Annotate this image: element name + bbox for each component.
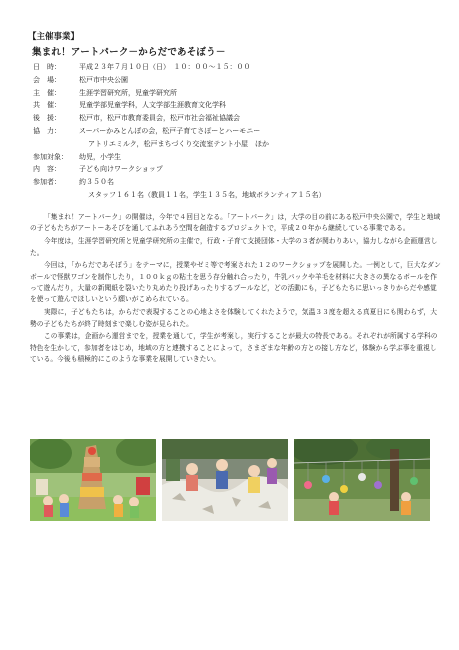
info-value: スタッフ１６１名（教員１１名，学生１３５名，地域ボランティア１５名） [88, 190, 326, 199]
body-paragraph: 今年度は，生涯学習研究所と児童学研究所の主催で，行政・子育て支援団体・大学の３者が関わりあい，協力しながら企画運営した。 [30, 237, 438, 257]
photo-hanging-balls [294, 439, 430, 521]
info-key: 共 催： [33, 101, 61, 110]
section-label: 【主催事業】 [28, 32, 80, 42]
info-value: アトリエミルク，松戸まちづくり交流室テント小屋 ほか [88, 139, 270, 148]
info-key: 日 時： [33, 63, 61, 71]
info-value: 松戸市，松戸市教育委員会，松戸市社会福祉協議会 [79, 114, 240, 123]
photo-cardboard-monster [30, 439, 156, 521]
info-row-cooperation-continued [33, 138, 443, 151]
info-key: 協 力： [33, 126, 61, 135]
info-key: 内 容： [33, 165, 61, 174]
event-info-list [33, 61, 443, 202]
info-key: 参加者： [33, 178, 61, 187]
info-row-support [33, 112, 443, 125]
body-paragraph: この事業は，企画から運営までを，授業を通して，学生が考案し，実行することが最大の特長である。それぞれが所属する学科の特色を生かして，参加者をはじめ，地域の方と連携することによって，さまざまな年齢の方との接し方など，体験から学ぶ事を重視している。今後も積極的にこのような事業を展開していきたい。 [30, 332, 438, 364]
info-value: 約３５０名 [79, 178, 114, 187]
info-value: 子ども向けワークショップ [79, 165, 163, 174]
info-row-date [33, 61, 443, 74]
photo-newspaper-pool-image [162, 439, 288, 521]
info-key: 主 催： [33, 88, 61, 97]
info-row-content [33, 163, 443, 176]
info-row-venue [33, 74, 443, 87]
info-row-cooperation [33, 125, 443, 138]
body-paragraph: 今回は，「からだであそぼう」をテーマに，授業やゼミ等で考案された１２のワークショップを展開した。一例として，巨大なダンボールで怪獣ワゴンを制作したり，１００ｋｇの粘土を思う存分触れ合ったり，牛乳パックや羊毛を材料に大きさの異なるボールを作って遊んだり，大量の新聞紙を裂いたり丸めたり投げあったりするプールなど，どの活動にも，子どもたちに思いっきりからだや感覚を使って遊んでほしいという願いがこめられている。 [30, 261, 441, 304]
info-value: 幼児，小学生 [79, 152, 121, 161]
photo-strip [30, 439, 430, 521]
report-body [30, 212, 442, 367]
info-row-organizer [33, 87, 443, 100]
body-paragraph: 「集まれ！アートパーク」の開催は，今年で４回目となる。「アートパーク」は，大学の目の前にある松戸中央公園で，学生と地域の子どもたちがアートーあそびを通してふれあう空間を創造するプロジェクトで，平成２０年から継続している事業である。 [30, 213, 441, 233]
info-key [33, 138, 79, 151]
photo-newspaper-pool [162, 439, 288, 521]
info-key: 会 場： [33, 75, 61, 84]
info-key: 参加対象： [33, 152, 68, 161]
info-value: 松戸市中央公園 [79, 75, 128, 84]
info-row-cohost [33, 99, 443, 112]
info-row-staff [33, 189, 443, 202]
body-paragraph: 実際に，子どもたちは，からだで表現することの心地よさを体験してくれたようで，気温３３度を超える真夏日にも関わらず，大勢の子どもたちが終了時刻まで楽しむ姿が見られた。 [30, 308, 437, 328]
info-value: スーパーかみとんぼの会，松戸子育てさぽーとハーモニー [79, 126, 261, 135]
info-value: 平成２３年７月１０日（日） １０：００～１５：００ [79, 63, 251, 71]
photo-cardboard-monster-image [30, 439, 156, 521]
info-row-target [33, 151, 443, 164]
info-value: 児童学部児童学科，人文学部生涯教育文化学科 [79, 101, 226, 110]
info-key [33, 189, 79, 202]
info-row-participants [33, 176, 443, 189]
info-key: 後 援： [33, 114, 61, 123]
event-title: 集まれ！アートパーク－からだであそぼう－ [32, 47, 226, 58]
photo-hanging-balls-image [294, 439, 430, 521]
info-value: 生涯学習研究所，児童学研究所 [79, 88, 177, 97]
